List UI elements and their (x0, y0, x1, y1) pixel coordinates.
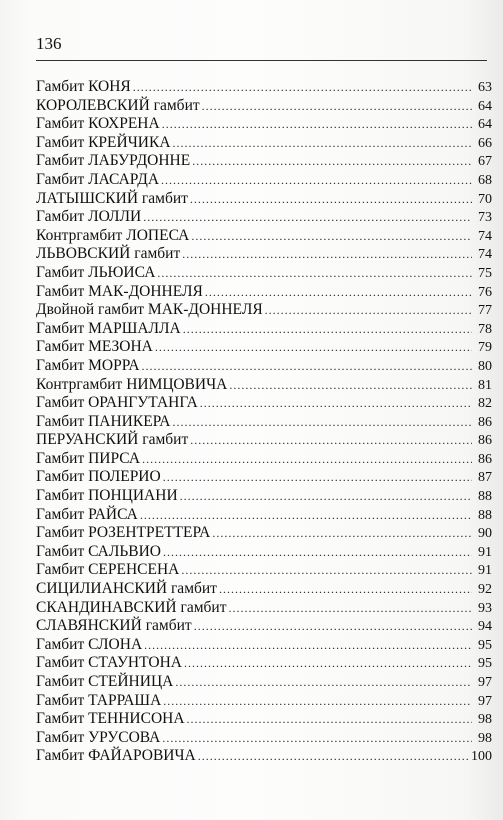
entry-page-number: 68 (478, 172, 492, 188)
toc-entry (36, 654, 492, 673)
entry-title: Гамбит РОЗЕНТРЕТТЕРА (36, 524, 211, 542)
toc-entry (36, 487, 492, 506)
entry-title: Контргамбит ЛОПЕСА (36, 226, 190, 244)
dot-leader (144, 636, 472, 655)
dot-leader (163, 692, 472, 711)
dot-leader (229, 599, 473, 618)
entry-title: СИЦИЛИАНСКИЙ гамбит (36, 580, 217, 598)
entry-page-number: 74 (478, 228, 492, 244)
entry-title: Гамбит ОРАНГУТАНГА (36, 394, 198, 412)
toc-entry (36, 692, 492, 711)
dot-leader (265, 301, 472, 320)
entry-page-number: 64 (478, 98, 492, 114)
entry-page-number: 76 (478, 284, 492, 300)
toc-entry (36, 747, 492, 766)
entry-title: Гамбит ПОНЦИАНИ (36, 487, 178, 505)
dot-leader (143, 208, 472, 227)
entry-page-number: 92 (478, 582, 492, 598)
toc-entry (36, 227, 492, 246)
entry-page-number: 98 (478, 730, 492, 746)
entry-title: Гамбит ТЕННИСОНА (36, 710, 185, 728)
entry-title: СКАНДИНАВСКИЙ гамбит (36, 598, 227, 616)
dot-leader (173, 134, 472, 153)
entry-title: Гамбит КОНЯ (36, 78, 131, 95)
entry-page-number: 98 (478, 712, 492, 728)
dot-leader (187, 710, 472, 729)
entry-title: СЛАВЯНСКИЙ гамбит (36, 617, 192, 635)
page-number: 136 (36, 34, 62, 53)
toc-entry (36, 710, 492, 729)
dot-leader (198, 747, 469, 766)
toc-entry (36, 264, 492, 283)
entry-page-number: 87 (478, 470, 492, 486)
entry-title: ПЕРУАНСКИЙ гамбит (36, 431, 189, 449)
entry-page-number: 90 (478, 526, 492, 542)
toc-entry (36, 171, 492, 190)
toc-entry (36, 729, 492, 748)
toc-entry (36, 134, 492, 153)
entry-title: Контргамбит НИМЦОВИЧА (36, 375, 228, 393)
dot-leader (163, 468, 472, 487)
entry-title: Гамбит ПАНИКЕРА (36, 412, 171, 430)
toc-entry (36, 152, 492, 171)
toc-entry (36, 543, 492, 562)
dot-leader (219, 580, 472, 599)
entry-page-number: 63 (478, 80, 492, 95)
entry-page-number: 75 (478, 265, 492, 281)
dot-leader (194, 617, 472, 636)
toc-entry (36, 636, 492, 655)
toc-entry (36, 580, 492, 599)
entry-page-number: 88 (478, 507, 492, 523)
entry-title: Гамбит САЛЬВИО (36, 542, 161, 560)
dot-leader (190, 431, 472, 450)
dot-leader (183, 320, 472, 339)
toc-entry (36, 524, 492, 543)
entry-page-number: 86 (478, 414, 492, 430)
entry-title: Двойной гамбит МАК-ДОННЕЛЯ (36, 301, 263, 319)
dot-leader (161, 171, 472, 190)
dot-leader (202, 97, 472, 116)
entry-title: Гамбит УРУСОВА (36, 728, 161, 746)
toc-entry (36, 283, 492, 302)
entry-title: Гамбит СЕРЕНСЕНА (36, 561, 180, 579)
dot-leader (205, 283, 472, 302)
entry-page-number: 80 (478, 358, 492, 374)
entry-page-number: 86 (478, 433, 492, 449)
entry-page-number: 88 (478, 489, 492, 505)
toc-entry (36, 376, 492, 395)
toc-entry (36, 338, 492, 357)
toc-entry (36, 617, 492, 636)
entry-page-number: 66 (478, 135, 492, 151)
entry-title: Гамбит МАК-ДОННЕЛЯ (36, 282, 203, 300)
entry-page-number: 97 (478, 693, 492, 709)
toc-entry (36, 413, 492, 432)
toc-entry (36, 115, 492, 134)
dot-leader (140, 506, 472, 525)
dot-leader (192, 152, 472, 171)
toc-entry (36, 245, 492, 264)
entry-title: Гамбит МАРШАЛЛА (36, 319, 181, 337)
dot-leader (180, 487, 472, 506)
toc-entry (36, 357, 492, 376)
entry-title: КОРОЛЕВСКИЙ гамбит (36, 96, 200, 114)
entry-page-number: 91 (478, 544, 492, 560)
toc-entry (36, 78, 492, 97)
dot-leader (200, 394, 472, 413)
entry-title: Гамбит СТЕЙНИЦА (36, 673, 174, 690)
entry-page-number: 100 (471, 749, 492, 765)
entry-page-number: 79 (478, 340, 492, 356)
entry-page-number: 73 (478, 210, 492, 226)
entry-title: Гамбит КРЕЙЧИКА (36, 133, 171, 151)
toc-entry (36, 190, 492, 209)
toc-entry (36, 208, 492, 227)
dot-leader (212, 524, 472, 543)
entry-page-number: 70 (478, 191, 492, 207)
dot-leader (142, 450, 472, 469)
entry-page-number: 78 (478, 321, 492, 337)
dot-leader (133, 78, 472, 97)
toc-entry (36, 673, 492, 692)
entry-title: Гамбит СТАУНТОНА (36, 654, 182, 672)
toc-entry (36, 97, 492, 116)
entry-title: Гамбит КОХРЕНА (36, 115, 160, 133)
dot-leader (163, 543, 472, 562)
dot-leader (142, 357, 472, 376)
entry-page-number: 95 (478, 637, 492, 653)
entry-page-number: 67 (478, 154, 492, 170)
entry-page-number: 95 (478, 656, 492, 672)
entry-title: Гамбит ЛАСАРДА (36, 170, 160, 188)
toc-entry (36, 599, 492, 618)
dot-leader (191, 227, 472, 246)
table-of-contents (36, 78, 492, 766)
entry-title: Гамбит ПИРСА (36, 449, 141, 467)
dot-leader (173, 413, 472, 432)
toc-entry (36, 320, 492, 339)
entry-title: Гамбит РАЙСА (36, 505, 138, 523)
entry-title: Гамбит СЛОНА (36, 635, 143, 653)
entry-title: Гамбит ЛАБУРДОННЕ (36, 152, 191, 170)
toc-entry (36, 431, 492, 450)
toc-entry (36, 450, 492, 469)
entry-title: ЛЬВОВСКИЙ гамбит (36, 245, 181, 263)
entry-page-number: 81 (478, 377, 492, 393)
entry-page-number: 86 (478, 451, 492, 467)
entry-title: Гамбит ТАРРАША (36, 691, 162, 709)
dot-leader (184, 654, 472, 673)
entry-title: Гамбит ФАЙАРОВИЧА (36, 747, 196, 765)
entry-title: Гамбит ЛЬЮИСА (36, 263, 156, 281)
toc-entry (36, 468, 492, 487)
dot-leader (182, 245, 472, 264)
dot-leader (157, 264, 472, 283)
dot-leader (175, 673, 472, 692)
entry-page-number: 74 (478, 247, 492, 263)
entry-title: Гамбит ПОЛЕРИО (36, 468, 161, 486)
dot-leader (229, 376, 472, 395)
dot-leader (190, 190, 472, 209)
toc-entry (36, 561, 492, 580)
entry-page-number: 94 (478, 619, 492, 635)
dot-leader (155, 338, 472, 357)
entry-title: Гамбит МЕЗОНА (36, 338, 153, 356)
dot-leader (181, 561, 472, 580)
entry-title: Гамбит ЛОЛЛИ (36, 208, 142, 226)
entry-page-number: 97 (478, 675, 492, 690)
toc-entry (36, 506, 492, 525)
entry-page-number: 64 (478, 117, 492, 133)
entry-page-number: 82 (478, 396, 492, 412)
header-rule (36, 60, 487, 61)
toc-entry (36, 394, 492, 413)
toc-entry (36, 301, 492, 320)
entry-title: ЛАТЫШСКИЙ гамбит (36, 189, 188, 207)
dot-leader (162, 729, 472, 748)
entry-title: Гамбит МОРРА (36, 356, 140, 374)
dot-leader (162, 115, 472, 134)
entry-page-number: 77 (478, 303, 492, 319)
entry-page-number: 93 (478, 600, 492, 616)
entry-page-number: 91 (478, 563, 492, 579)
